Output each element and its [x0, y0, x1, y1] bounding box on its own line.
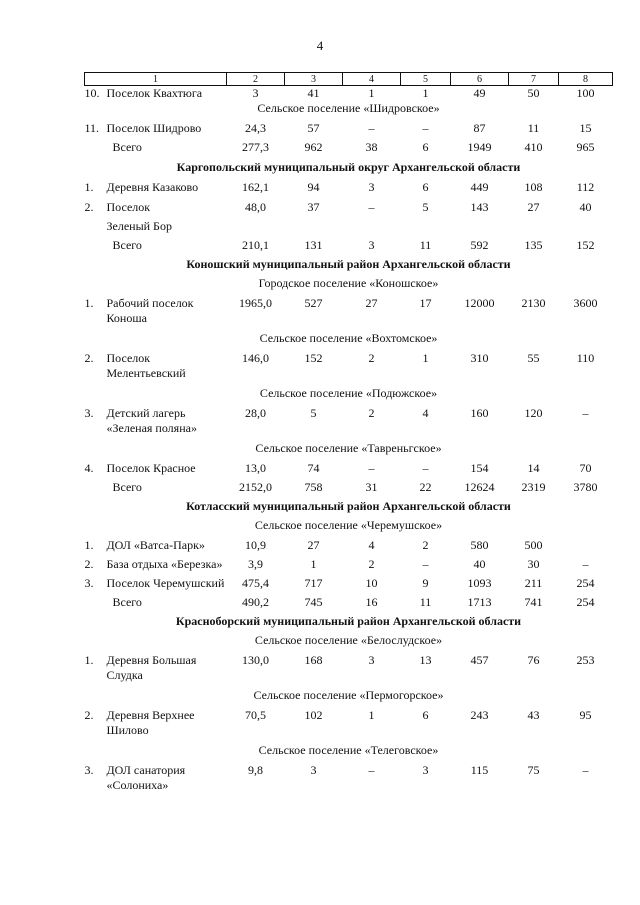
value-cell-c3: 962	[304, 140, 323, 154]
locality-name: Деревня Большая Слудка	[106, 653, 197, 682]
settlement-section: Сельское поселение «Черемушское»	[254, 518, 443, 532]
locality-name: Поселок Квахтюга	[106, 86, 203, 100]
column-number: 4	[343, 73, 401, 86]
value-cell-c5: 5	[422, 200, 429, 214]
row-number: 2.	[84, 708, 94, 722]
locality-name-cell	[85, 291, 227, 326]
locality-name-cell	[85, 533, 227, 553]
settlement-section-row	[85, 272, 613, 291]
value-cell-c5: 22	[419, 480, 432, 494]
value-cell-c8: 152	[576, 238, 595, 252]
locality-name: Деревня Казаково	[106, 180, 199, 194]
value-cell-c8: 112	[576, 180, 595, 194]
table-row	[85, 291, 613, 326]
value-cell-c4: 3	[368, 238, 375, 252]
value-cell-c5: –	[422, 557, 429, 571]
value-cell-c6: 154	[470, 461, 489, 475]
value-cell-c4: –	[368, 461, 375, 475]
value-cell-c5: 1	[422, 86, 429, 100]
value-cell-c5: 13	[419, 653, 432, 667]
table-row	[85, 758, 613, 793]
value-cell-c2: 130,0	[242, 653, 269, 667]
locality-name-cell	[85, 703, 227, 738]
value-cell-c3: 1	[310, 557, 317, 571]
value-cell-c5: 11	[419, 595, 432, 609]
value-cell-c7: 55	[527, 351, 540, 365]
value-cell-c7: 135	[524, 238, 543, 252]
locality-name-cell	[85, 346, 227, 381]
empty-cell	[559, 215, 613, 234]
value-cell-c2: 10,9	[245, 538, 266, 552]
row-number: 3.	[84, 576, 94, 590]
value-cell-c5: 4	[422, 406, 429, 420]
value-cell-c2: 9,8	[248, 763, 263, 777]
table-row	[85, 86, 613, 102]
value-cell-c8: 15	[579, 121, 592, 135]
table-row	[85, 346, 613, 381]
value-cell-c8: 3780	[573, 480, 598, 494]
value-cell-c6: 457	[470, 653, 489, 667]
value-cell-c6: 449	[470, 180, 489, 194]
value-cell-c3: 745	[304, 595, 323, 609]
locality-name-cell	[85, 553, 227, 572]
settlement-section: Сельское поселение «Телеговское»	[258, 743, 439, 757]
value-cell-c8: 110	[576, 351, 595, 365]
table-row	[85, 703, 613, 738]
district-heading: Котласский муниципальный район Архангельской области	[186, 499, 511, 513]
locality-name: Поселок	[106, 200, 151, 214]
value-cell-c3: 102	[304, 708, 323, 722]
row-number: 1.	[84, 180, 94, 194]
table-row	[85, 195, 613, 215]
locality-name: ДОЛ санатория «Солониха»	[106, 763, 186, 792]
row-number: 4.	[84, 461, 94, 475]
value-cell-c6: 160	[470, 406, 489, 420]
value-cell-c4: 3	[368, 653, 375, 667]
locality-name-continuation: Зеленый Бор	[106, 219, 172, 233]
column-number: 5	[401, 73, 451, 86]
value-cell-c8: –	[582, 763, 589, 777]
settlement-section-row	[85, 514, 613, 533]
value-cell-c6: 1093	[467, 576, 492, 590]
value-cell-c4: 2	[368, 351, 375, 365]
value-cell-c2: 70,5	[245, 708, 266, 722]
settlement-section-row	[85, 436, 613, 456]
value-cell-c2: 475,4	[242, 576, 269, 590]
locality-name-cell	[85, 86, 227, 102]
district-heading: Красноборский муниципальный район Архангельской области	[175, 614, 522, 628]
value-cell-c3: 5	[310, 406, 317, 420]
locality-name: База отдыха «Березка»	[106, 557, 223, 571]
value-cell-c2: 28,0	[245, 406, 266, 420]
value-cell-c5: 2	[422, 538, 429, 552]
value-cell-c8: 254	[576, 576, 595, 590]
value-cell-c6: 143	[470, 200, 489, 214]
table-row	[85, 533, 613, 553]
value-cell-c6: 12624	[464, 480, 495, 494]
locality-name-cell	[85, 572, 227, 591]
total-label-cell: Всего	[112, 480, 142, 494]
value-cell-c4: 10	[365, 576, 378, 590]
value-cell-c5: 1	[422, 351, 429, 365]
value-cell-c7: 27	[527, 200, 540, 214]
value-cell-c6: 592	[470, 238, 489, 252]
value-cell-c5: 6	[422, 140, 429, 154]
locality-name-cell	[85, 758, 227, 793]
empty-cell	[343, 215, 401, 234]
value-cell-c6: 115	[470, 763, 489, 777]
empty-cell	[451, 215, 509, 234]
value-cell-c6: 49	[473, 86, 486, 100]
value-cell-c3: 717	[304, 576, 323, 590]
empty-cell	[285, 215, 343, 234]
value-cell-c8: 95	[579, 708, 592, 722]
table-row	[85, 553, 613, 572]
settlement-section: Городское поселение «Коношское»	[258, 276, 439, 290]
value-cell-c2: 490,2	[242, 595, 269, 609]
row-number: 1.	[84, 296, 94, 310]
locality-name-cell	[85, 215, 227, 234]
value-cell-c5: –	[422, 461, 429, 475]
column-number: 8	[559, 73, 613, 86]
row-number: 2.	[84, 557, 94, 571]
value-cell-c7: 108	[524, 180, 543, 194]
locality-name: ДОЛ «Ватса-Парк»	[106, 538, 205, 552]
settlement-section: Сельское поселение «Пермогорское»	[253, 688, 444, 702]
settlement-section-row	[85, 326, 613, 346]
value-cell-c4: 16	[365, 595, 378, 609]
value-cell-c5: 3	[422, 763, 429, 777]
value-cell-c2: 210,1	[242, 238, 269, 252]
total-row	[85, 136, 613, 155]
empty-cell	[509, 215, 559, 234]
value-cell-c3: 57	[307, 121, 320, 135]
value-cell-c7: 76	[527, 653, 540, 667]
locality-name-cell	[85, 456, 227, 476]
column-number: 1	[85, 73, 227, 86]
value-cell-c8: 70	[579, 461, 592, 475]
table-body	[85, 86, 613, 794]
value-cell-c6: 580	[470, 538, 489, 552]
value-cell-c8: –	[582, 557, 589, 571]
value-cell-c5: 6	[422, 708, 429, 722]
district-heading-row	[85, 253, 613, 272]
column-number: 7	[509, 73, 559, 86]
settlement-section-row	[85, 101, 613, 116]
empty-cell	[227, 215, 285, 234]
value-cell-c7: 410	[524, 140, 543, 154]
settlement-section: Сельское поселение «Белослудское»	[254, 633, 443, 647]
value-cell-c2: 48,0	[245, 200, 266, 214]
row-number: 3.	[84, 763, 94, 777]
value-cell-c8: 40	[579, 200, 592, 214]
value-cell-c8: 3600	[573, 296, 598, 310]
table-row	[85, 572, 613, 591]
table-row-continuation	[85, 215, 613, 234]
value-cell-c3: 152	[304, 351, 323, 365]
value-cell-c4: 1	[368, 708, 375, 722]
locality-name: Поселок Красное	[106, 461, 196, 475]
value-cell-c7: 75	[527, 763, 540, 777]
value-cell-c3: 3	[310, 763, 317, 777]
value-cell-c4: 2	[368, 557, 375, 571]
value-cell-c7: 741	[524, 595, 543, 609]
locality-name: Деревня Верхнее Шилово	[106, 708, 195, 737]
value-cell-c4: 27	[365, 296, 378, 310]
locality-name-cell	[85, 401, 227, 436]
value-cell-c6: 40	[473, 557, 486, 571]
empty-cell	[401, 215, 451, 234]
settlement-section-row	[85, 381, 613, 401]
value-cell-c2: 13,0	[245, 461, 266, 475]
value-cell-c7: 43	[527, 708, 540, 722]
table-row	[85, 116, 613, 136]
value-cell-c7: 14	[527, 461, 540, 475]
value-cell-c8: 253	[576, 653, 595, 667]
settlement-section-row	[85, 629, 613, 648]
value-cell-c5: –	[422, 121, 429, 135]
row-number: 11.	[84, 121, 100, 135]
value-cell-c4: 1	[368, 86, 375, 100]
value-cell-c5: 11	[419, 238, 432, 252]
value-cell-c7: 2130	[521, 296, 546, 310]
value-cell-c3: 74	[307, 461, 320, 475]
value-cell-c4: –	[368, 200, 375, 214]
row-number: 1.	[84, 653, 94, 667]
value-cell-c3: 41	[307, 86, 320, 100]
value-cell-c8: 965	[576, 140, 595, 154]
value-cell-c3: 758	[304, 480, 323, 494]
value-cell-c2: 3,9	[248, 557, 263, 571]
column-number: 3	[285, 73, 343, 86]
row-number: 2.	[84, 351, 94, 365]
settlement-section-row	[85, 738, 613, 758]
value-cell-c6: 310	[470, 351, 489, 365]
value-cell-c4: 2	[368, 406, 375, 420]
value-cell-c4: 3	[368, 180, 375, 194]
column-number: 6	[451, 73, 509, 86]
table-row	[85, 456, 613, 476]
value-cell-c7: 120	[524, 406, 543, 420]
district-heading-row	[85, 610, 613, 629]
value-cell-c6: 1949	[467, 140, 492, 154]
page-number: 4	[316, 38, 324, 53]
value-cell-c3: 27	[307, 538, 320, 552]
value-cell-c4: 38	[365, 140, 378, 154]
value-cell-c4: 4	[368, 538, 375, 552]
value-cell-c8: 254	[576, 595, 595, 609]
total-label-cell: Всего	[112, 238, 142, 252]
value-cell-c2: 1965,0	[239, 296, 272, 310]
locality-name: Поселок Мелентьевский	[106, 351, 186, 380]
total-label-cell: Всего	[112, 140, 142, 154]
locality-name: Поселок Черемушский	[106, 576, 225, 590]
table-row	[85, 648, 613, 683]
locality-name-cell	[85, 195, 227, 215]
value-cell-c4: –	[368, 121, 375, 135]
value-cell-c4: 31	[365, 480, 378, 494]
table-row	[85, 401, 613, 436]
value-cell-c7: 2319	[521, 480, 546, 494]
locality-name-cell	[85, 175, 227, 195]
settlement-section: Сельское поселение «Подюжское»	[259, 386, 438, 400]
locality-name-cell	[85, 648, 227, 683]
locality-name-cell	[85, 116, 227, 136]
value-cell-c7: 211	[524, 576, 543, 590]
row-number: 3.	[84, 406, 94, 420]
value-cell-c2: 146,0	[242, 351, 269, 365]
total-row	[85, 591, 613, 610]
settlement-section: Сельское поселение «Тавреньгское»	[255, 441, 442, 455]
settlements-table	[84, 72, 613, 793]
row-number: 2.	[84, 200, 94, 214]
value-cell-c3: 37	[307, 200, 320, 214]
value-cell-c5: 9	[422, 576, 429, 590]
district-heading-row	[85, 495, 613, 514]
value-cell-c3: 131	[304, 238, 323, 252]
district-heading: Каргопольский муниципальный округ Архангельской области	[176, 160, 521, 174]
settlement-section-row	[85, 683, 613, 703]
column-number-header	[85, 73, 613, 86]
settlement-section: Сельское поселение «Шидровское»	[257, 101, 440, 115]
value-cell-c2: 24,3	[245, 121, 266, 135]
value-cell-c8: 100	[576, 86, 595, 100]
total-label-cell: Всего	[112, 595, 142, 609]
district-heading-row	[85, 155, 613, 175]
value-cell-c6: 1713	[467, 595, 492, 609]
value-cell-c6: 243	[470, 708, 489, 722]
column-number: 2	[227, 73, 285, 86]
value-cell-c8: –	[582, 406, 589, 420]
value-cell-c3: 94	[307, 180, 320, 194]
locality-name: Рабочий поселок Коноша	[106, 296, 194, 325]
row-number: 1.	[84, 538, 94, 552]
row-number: 10.	[84, 86, 100, 100]
value-cell-c6: 12000	[464, 296, 495, 310]
value-cell-c2: 277,3	[242, 140, 269, 154]
value-cell-c5: 17	[419, 296, 432, 310]
value-cell-c4: –	[368, 763, 375, 777]
value-cell-c2: 162,1	[242, 180, 269, 194]
district-heading: Коношский муниципальный район Архангельской области	[186, 257, 511, 271]
total-row	[85, 476, 613, 495]
value-cell-c8	[559, 533, 613, 553]
settlement-section: Сельское поселение «Вохтомское»	[259, 331, 438, 345]
locality-name: Детский лагерь «Зеленая поляна»	[106, 406, 197, 435]
value-cell-c7: 30	[527, 557, 540, 571]
value-cell-c2: 3	[252, 86, 259, 100]
value-cell-c7: 50	[527, 86, 540, 100]
value-cell-c6: 87	[473, 121, 486, 135]
value-cell-c2: 2152,0	[239, 480, 272, 494]
value-cell-c3: 168	[304, 653, 323, 667]
value-cell-c7: 11	[527, 121, 540, 135]
locality-name: Поселок Шидрово	[106, 121, 202, 135]
total-row	[85, 234, 613, 253]
value-cell-c5: 6	[422, 180, 429, 194]
table-row	[85, 175, 613, 195]
value-cell-c7: 500	[524, 538, 543, 552]
value-cell-c3: 527	[304, 296, 323, 310]
